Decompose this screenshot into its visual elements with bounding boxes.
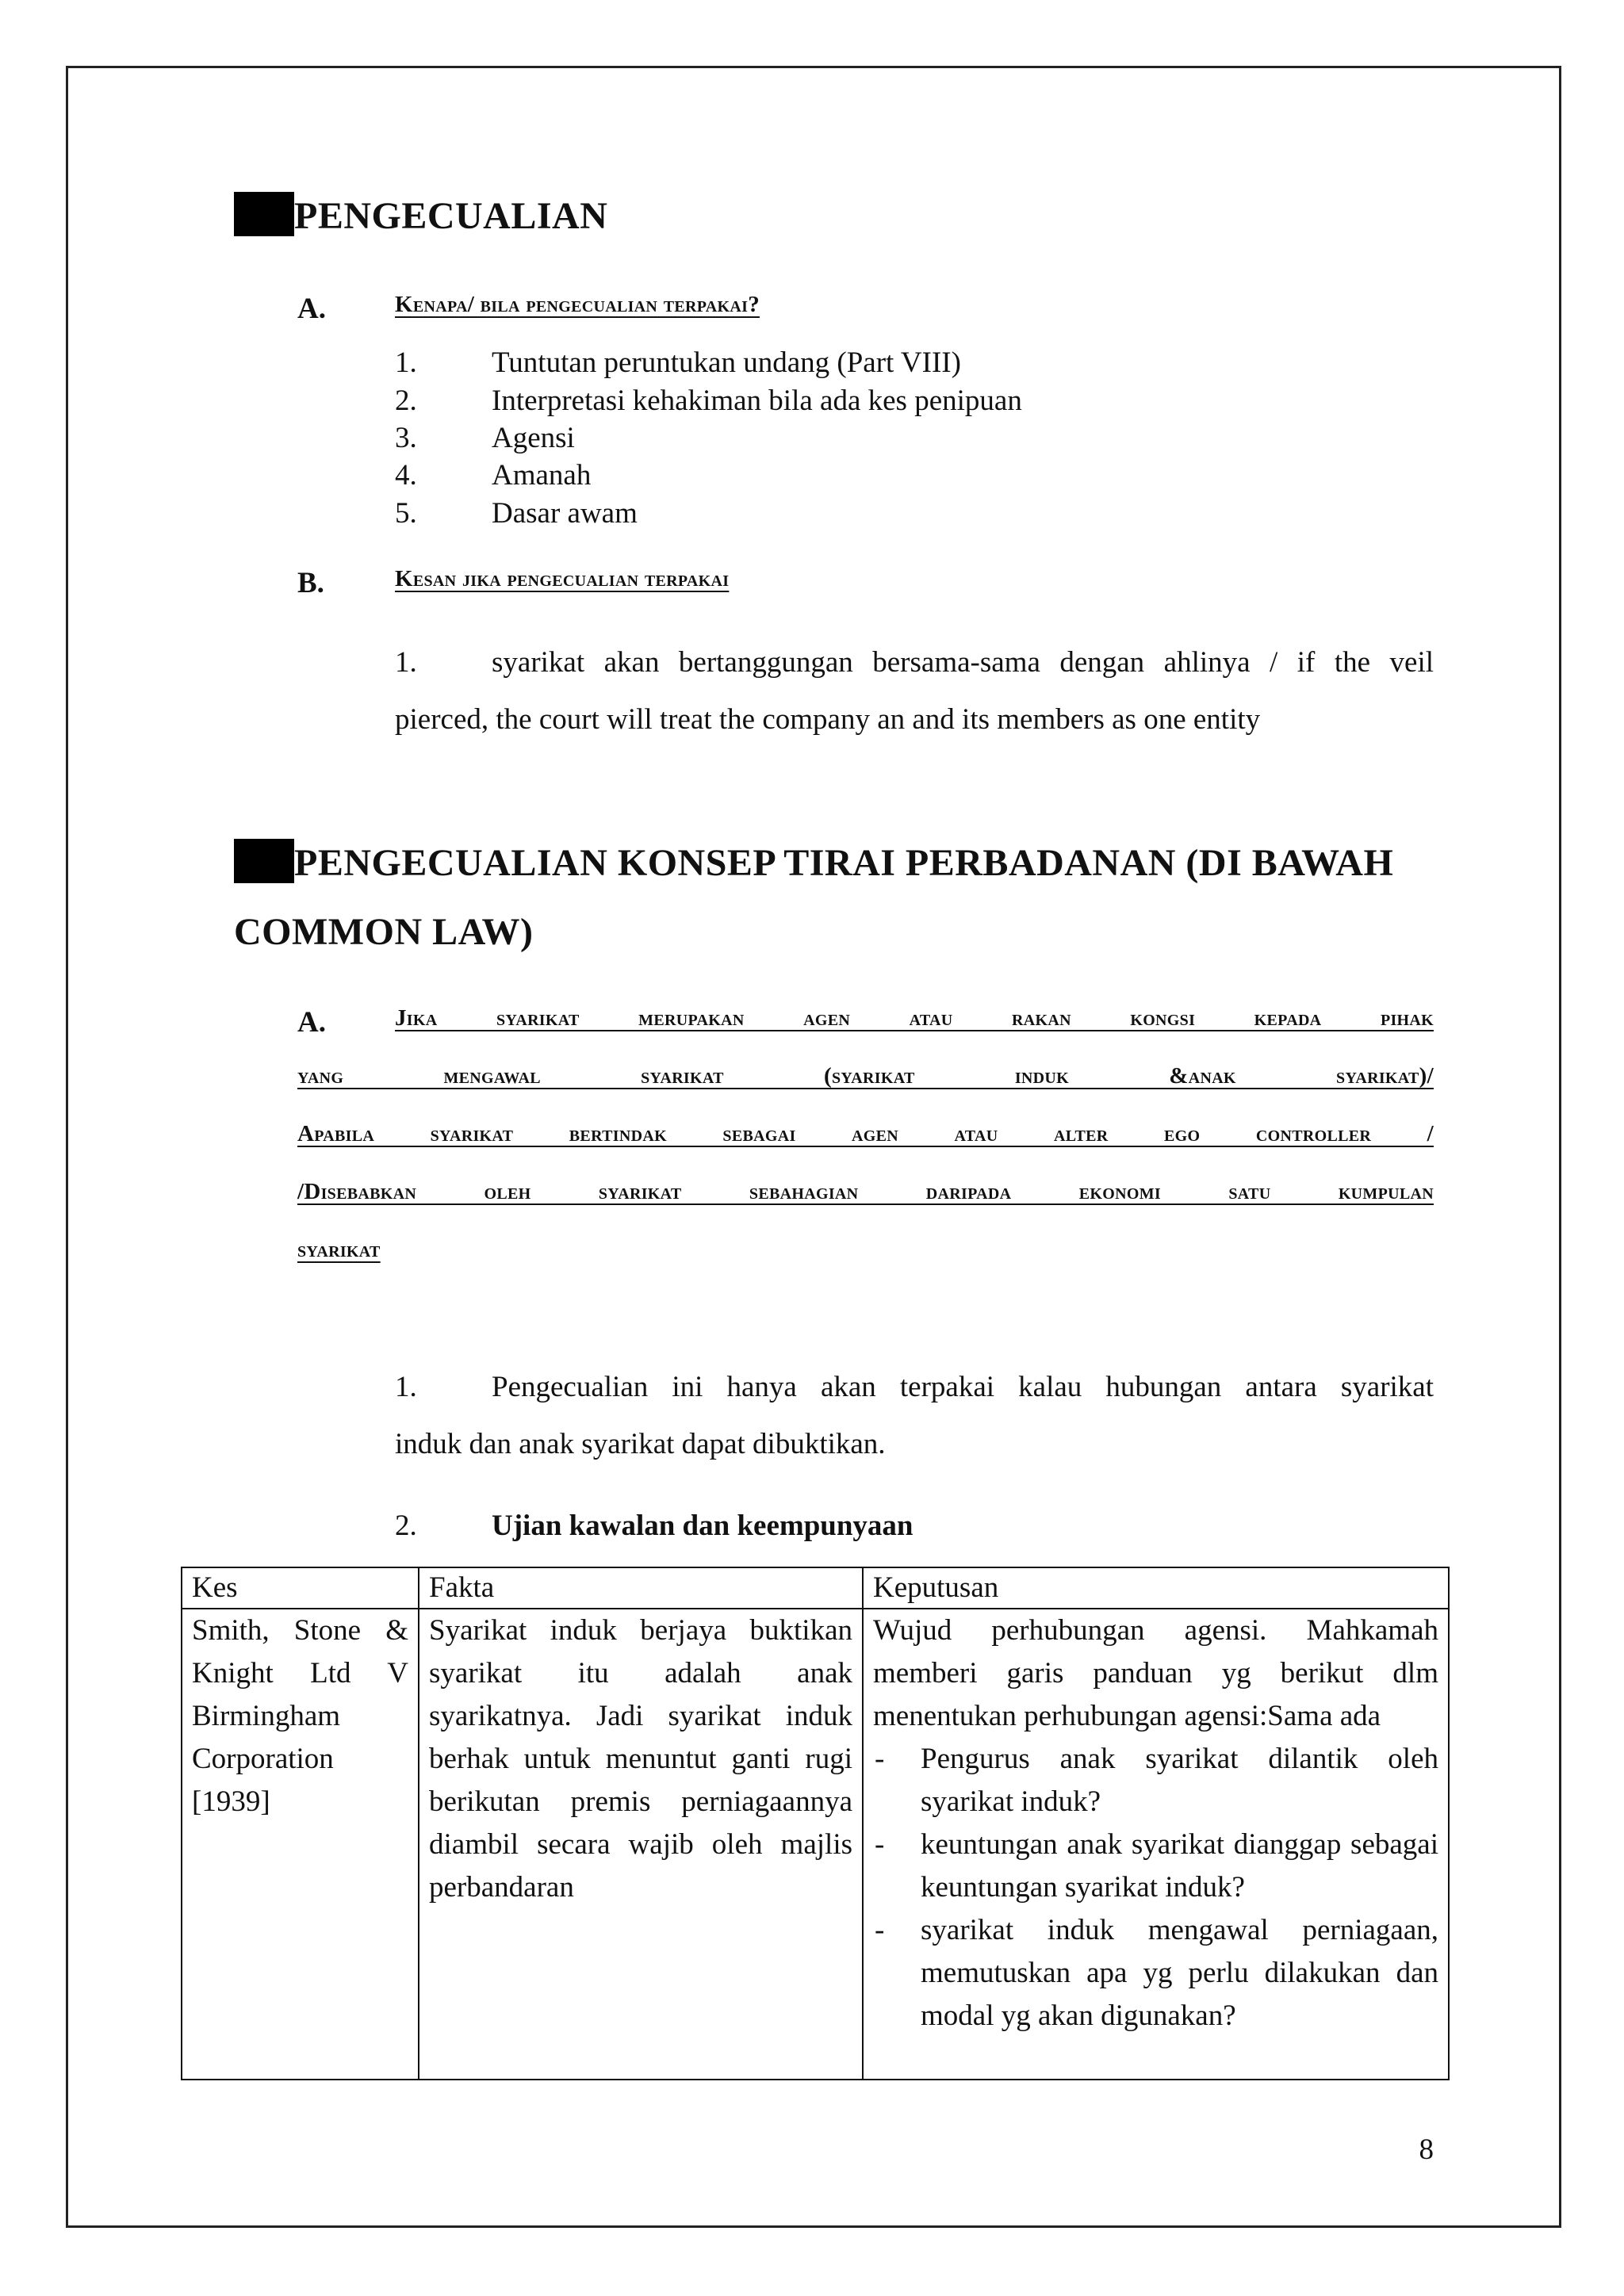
list-item-number: 3. [395, 422, 417, 454]
section-title-pengecualian [234, 192, 607, 238]
list-item [395, 458, 1426, 498]
list-item [873, 1823, 1438, 1909]
list-item-text: Tuntutan peruntukan undang (Part VIII) [492, 346, 961, 379]
list-item-text-line1: Pengecualian ini hanya akan terpakai kalau hubungan antara syarikat [492, 1371, 1434, 1403]
dash-bullet: - [875, 1914, 885, 1946]
section-title-common-law [234, 839, 1439, 885]
section-title-line2: COMMON LAW) [234, 911, 534, 953]
list-item [395, 496, 1426, 536]
case-decision-cell [863, 1609, 1449, 2080]
list-item-number: 4. [395, 459, 417, 492]
subsection-heading-line: /Disebabkan oleh syarikat sebahagian daripada ekonomi satu kumpulan [297, 1179, 1434, 1204]
subsection-letter-b: B. [297, 567, 324, 599]
list-item-text: Dasar awam [492, 497, 638, 530]
subsection-heading-a: Kenapa/ bila pengecualian terpakai? [395, 292, 760, 317]
list-item-text: Ujian kawalan dan keempunyaan [492, 1510, 914, 1542]
table-header-cell: Fakta [419, 1567, 863, 1609]
redaction-block [234, 839, 294, 883]
subsection-heading-line: Jika syarikat merupakan agen atau rakan kongsi kepada pihak [395, 1005, 1434, 1031]
list-item [395, 384, 1426, 423]
table-header-row [182, 1567, 1449, 1609]
subsection-heading-line: Apabila syarikat bertindak sebagai agen atau alter ego controller / [297, 1121, 1434, 1146]
list-item-text-line2: induk dan anak syarikat dapat dibuktikan. [395, 1428, 886, 1460]
list-item-text-line2: pierced, the court will treat the company an and its members as one entity [395, 703, 1261, 736]
list-item [395, 1509, 1434, 1548]
list-item-text-line1: syarikat akan bertanggungan bersama-sama dengan ahlinya / if the veil [492, 646, 1434, 679]
case-facts-cell: Syarikat induk berjaya buktikan syarikat itu adalah anak syarikatnya. Jadi syarikat induk berhak untuk menuntut ganti rugi berikutan premis perniagaannya diambil secara wajib oleh majlis perbandaran [419, 1609, 863, 2080]
case-name-cell: Smith, Stone & Knight Ltd V Birmingham Corporation [1939] [182, 1609, 419, 2080]
list-item [395, 645, 1434, 685]
list-item [873, 1738, 1438, 1823]
list-item-text: Agensi [492, 422, 575, 454]
list-item [873, 1909, 1438, 2038]
redaction-block [234, 192, 294, 236]
table-header-cell: Kes [182, 1567, 419, 1609]
dash-bullet: - [875, 1743, 885, 1775]
section-title-line1: PENGECUALIAN KONSEP TIRAI PERBADANAN (DI BAWAH [294, 842, 1394, 884]
subsection-letter-a: A. [297, 1006, 326, 1039]
list-item-text: Pengurus anak syarikat dilantik oleh syarikat induk? [921, 1743, 1438, 1818]
list-item-text: syarikat induk mengawal perniagaan, memutuskan apa yg perlu dilakukan dan modal yg akan digunakan? [921, 1914, 1438, 2032]
list-item [395, 1370, 1434, 1410]
list-item-number: 1. [395, 646, 417, 679]
list-item-number: 2. [395, 385, 417, 417]
page-number: 8 [1419, 2133, 1434, 2166]
table-header-cell: Keputusan [863, 1567, 1449, 1609]
list-item-number: 1. [395, 1371, 417, 1403]
subsection-heading-line: syarikat [297, 1237, 381, 1262]
list-item-number: 5. [395, 497, 417, 530]
list-item-text: keuntungan anak syarikat dianggap sebagai keuntungan syarikat induk? [921, 1828, 1438, 1904]
section-title-text: PENGECUALIAN [294, 195, 608, 237]
list-item-text: Amanah [492, 459, 592, 492]
subsection-letter-a: A. [297, 293, 326, 325]
subsection-heading-line: yang mengawal syarikat (syarikat induk &anak syarikat)/ [297, 1063, 1434, 1089]
table-row [182, 1609, 1449, 2080]
decision-criteria-list [873, 1738, 1438, 2038]
dash-bullet: - [875, 1828, 885, 1861]
list-item [395, 421, 1426, 461]
list-item-number: 2. [395, 1510, 417, 1542]
decision-intro: Wujud perhubungan agensi. Mahkamah memberi garis panduan yg berikut dlm menentukan perhubungan agensi:Sama ada [873, 1614, 1438, 1732]
case-table [181, 1567, 1450, 2080]
list-item-number: 1. [395, 346, 417, 379]
subsection-heading-b: Kesan jika pengecualian terpakai [395, 566, 730, 591]
list-item [395, 346, 1426, 385]
list-item-text: Interpretasi kehakiman bila ada kes penipuan [492, 385, 1022, 417]
